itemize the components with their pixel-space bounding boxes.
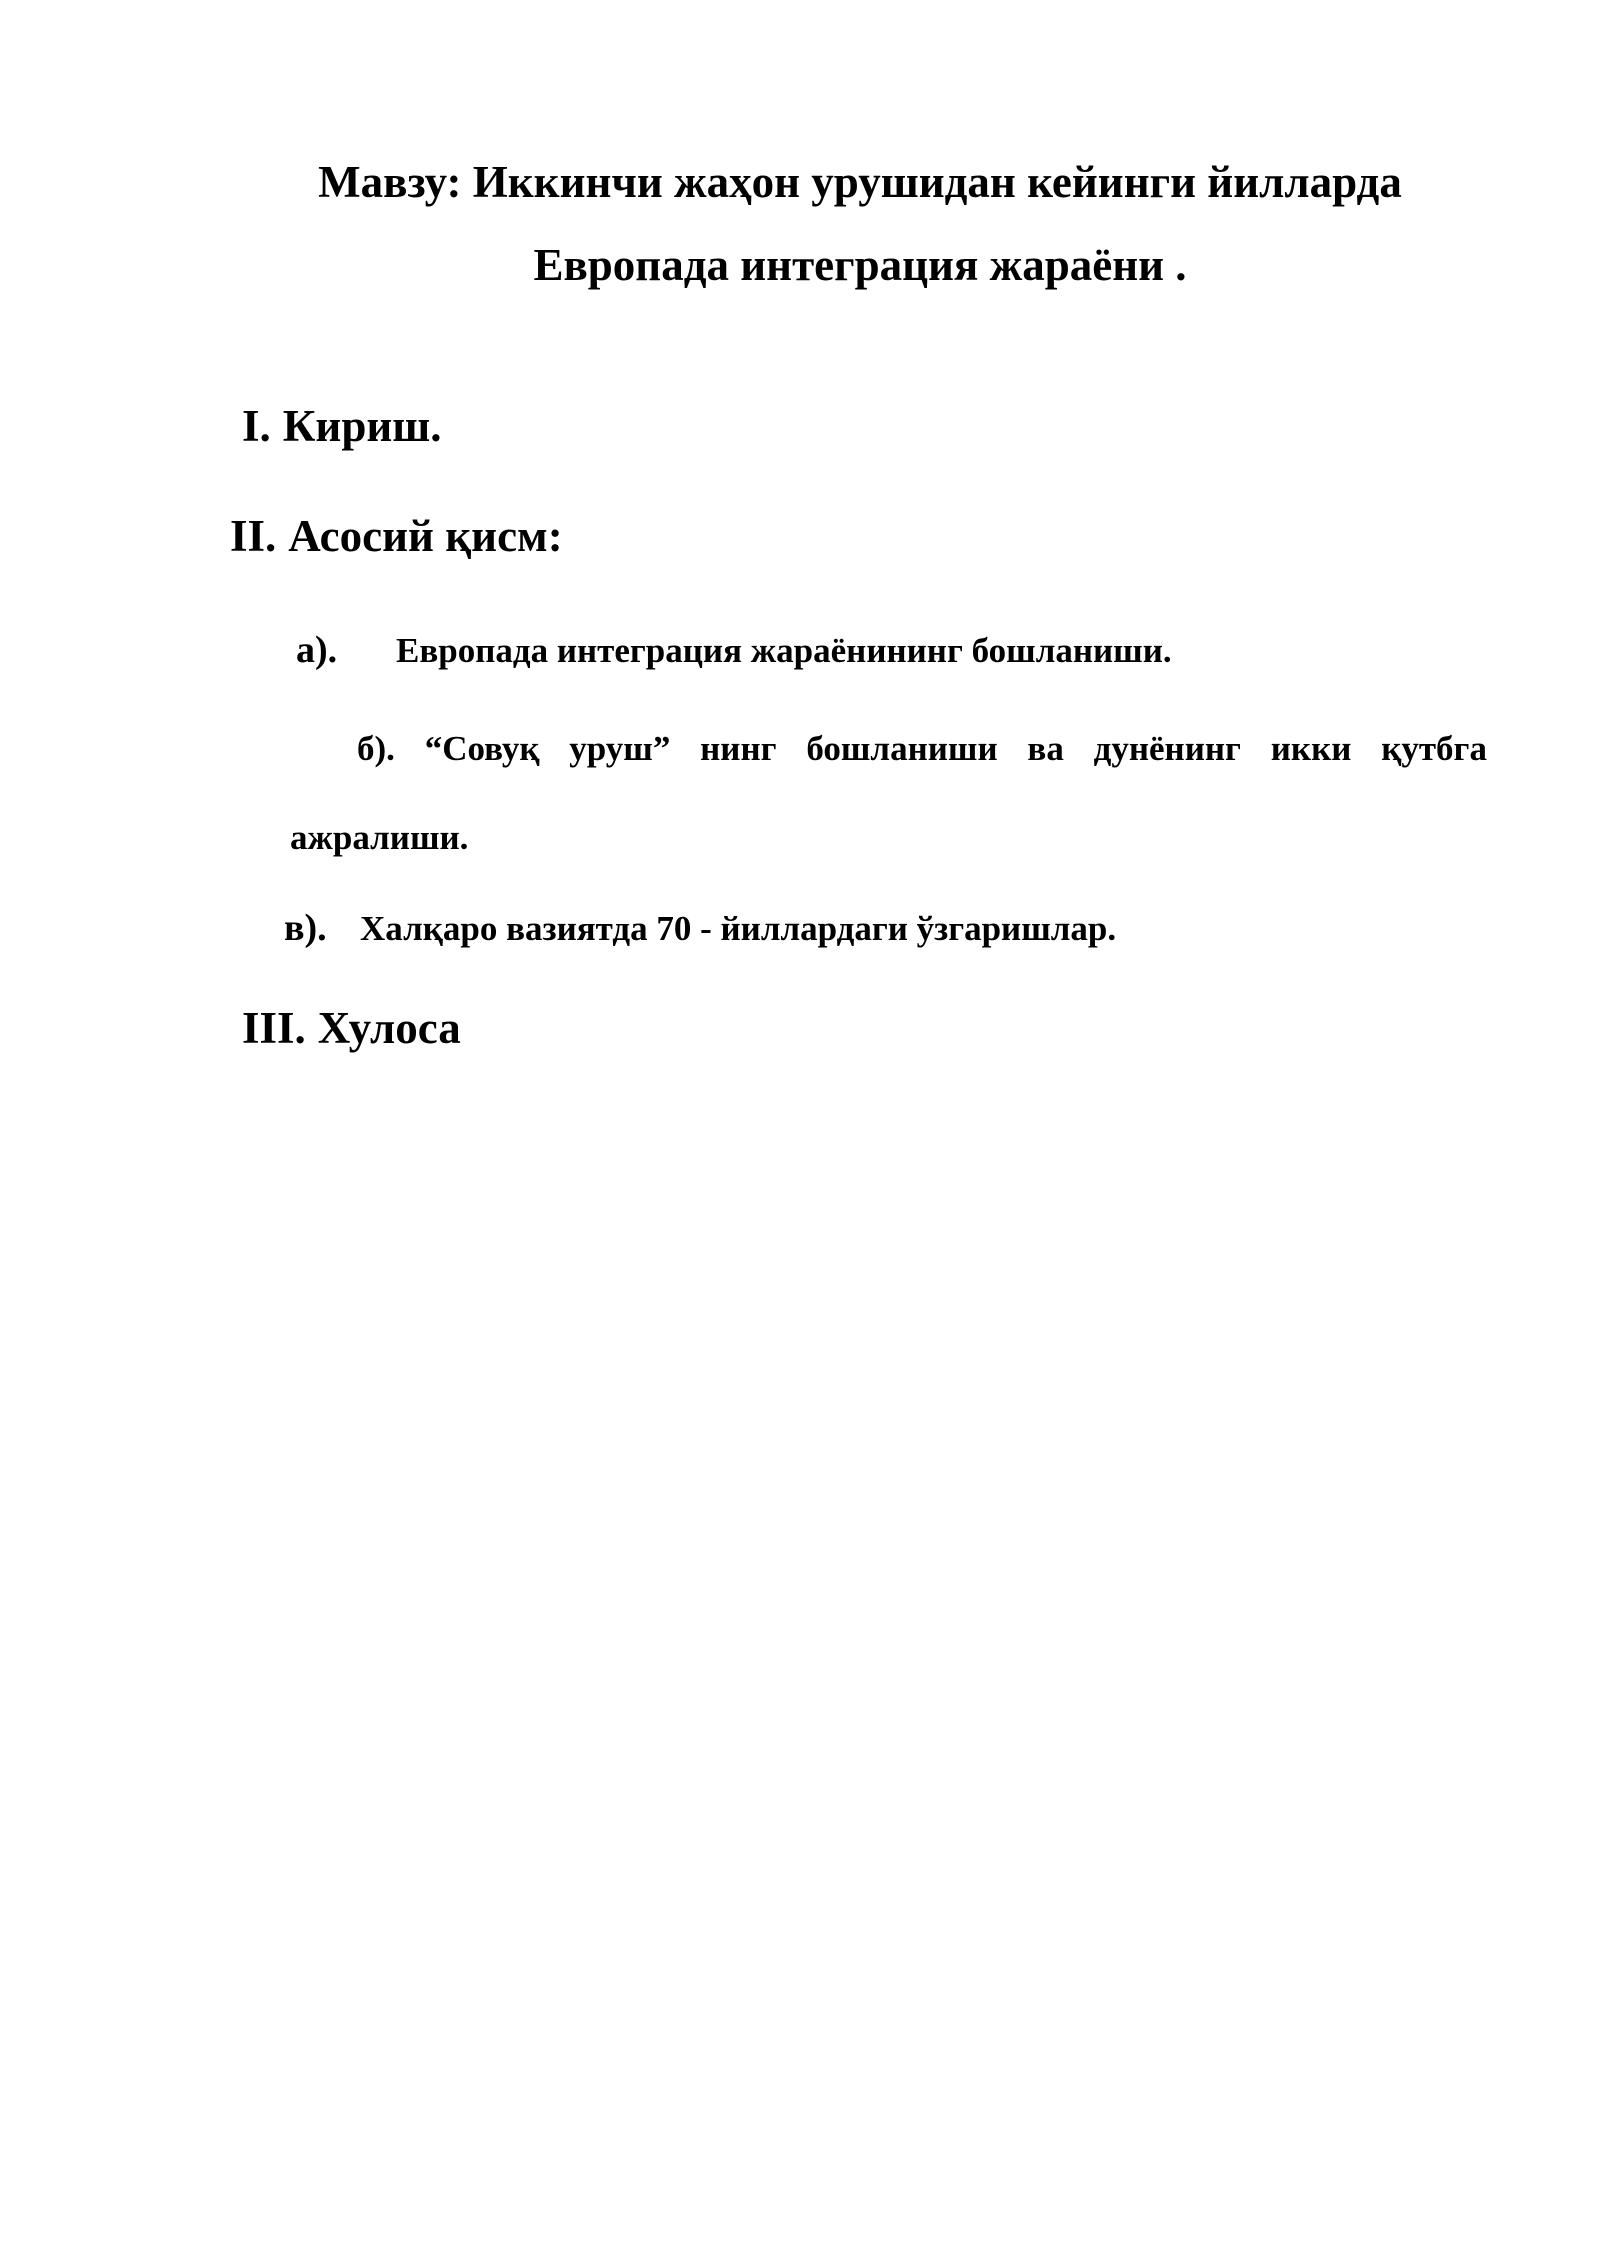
section-conclusion — [242, 1003, 461, 1053]
subitem-b-word: “Совуқ — [424, 729, 540, 768]
subitem-a-text: Европада интеграция жараёнининг бошланиши. — [396, 631, 1172, 670]
section-label: Хулоса — [317, 1003, 461, 1053]
subitem-b-word: ва — [1027, 729, 1064, 768]
subitem-b-line-1 — [357, 731, 1487, 766]
section-introduction — [242, 401, 442, 451]
subitem-v-text: Халқаро вазиятда 70 - йиллардаги ўзгаришлар. — [360, 909, 1117, 948]
section-number: III. — [242, 1003, 306, 1053]
section-label: Кириш. — [282, 401, 442, 451]
section-number: I. — [242, 401, 271, 451]
subitem-b-line-2: ажралиши. — [290, 818, 469, 857]
section-label: Асосий қисм: — [288, 511, 563, 561]
subitem-b-word: уруш” — [569, 729, 671, 768]
subitem-marker: в). — [284, 907, 327, 949]
section-main-part — [230, 511, 563, 561]
subitem-b-word: нинг — [700, 729, 777, 768]
subitem-marker: б). — [357, 729, 395, 768]
subitem-v — [284, 909, 327, 947]
section-number: II. — [230, 511, 277, 561]
subitem-b-word: бошланиши — [806, 729, 998, 768]
subitem-marker: а). — [296, 629, 338, 671]
subitem-b-word: қутбга — [1381, 729, 1487, 768]
subitem-b-word: икки — [1270, 729, 1352, 768]
subitem-b-word: дунёнинг — [1093, 729, 1241, 768]
document-title-line-2: Европада интеграция жараёни . — [533, 240, 1187, 290]
document-title-line-1: Мавзу: Иккинчи жаҳон урушидан кейинги йилларда — [318, 157, 1402, 207]
subitem-a — [296, 631, 337, 669]
